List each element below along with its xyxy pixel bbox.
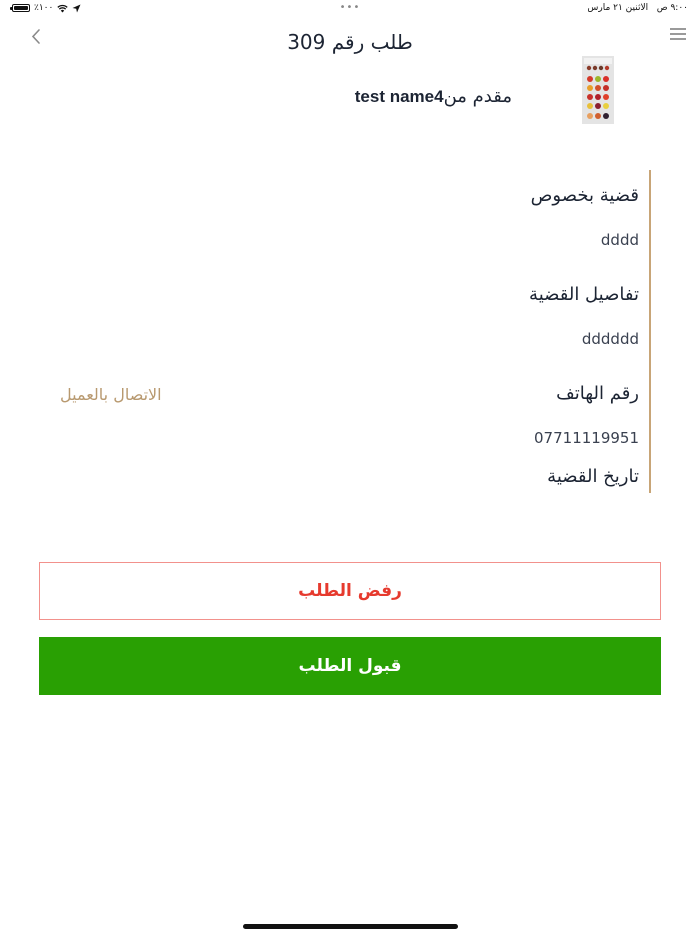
accept-request-button[interactable]: قبول الطلب: [39, 637, 661, 695]
wifi-icon: [57, 4, 68, 13]
status-datetime: [587, 3, 688, 13]
status-time: ٩:٠٠ ص: [656, 3, 688, 13]
battery-icon: [12, 4, 30, 12]
case-details-label: تفاصيل القضية: [529, 284, 639, 305]
phone-value: 07711119951: [534, 429, 639, 447]
attachment-thumbnail[interactable]: [582, 56, 614, 124]
reject-request-button[interactable]: رفض الطلب: [39, 562, 661, 620]
contact-client-link[interactable]: الاتصال بالعميل: [60, 385, 162, 404]
phone-label: رقم الهاتف: [556, 383, 639, 404]
subject-value: dddd: [600, 231, 639, 249]
location-arrow-icon: [72, 4, 81, 13]
case-details-panel: [51, 170, 651, 493]
requester-prefix: مقدم من: [443, 86, 512, 107]
case-details-value: dddddd: [581, 330, 639, 348]
home-indicator[interactable]: [243, 924, 458, 929]
status-date: الاثنين ٢١ مارس: [587, 3, 649, 13]
hamburger-menu-icon: [670, 28, 686, 40]
requester-name: test name4: [354, 87, 444, 106]
battery-percent: ٪١٠٠: [34, 3, 54, 13]
multitasking-dots[interactable]: •••: [339, 2, 361, 13]
requester-line: [355, 86, 512, 107]
page-title: طلب رقم 309: [287, 30, 413, 54]
case-date-label: تاريخ القضية: [547, 466, 639, 487]
status-bar: [0, 0, 700, 18]
status-indicators: [12, 3, 81, 13]
subject-label: قضية بخصوص: [530, 185, 639, 206]
menu-button[interactable]: [670, 28, 686, 44]
